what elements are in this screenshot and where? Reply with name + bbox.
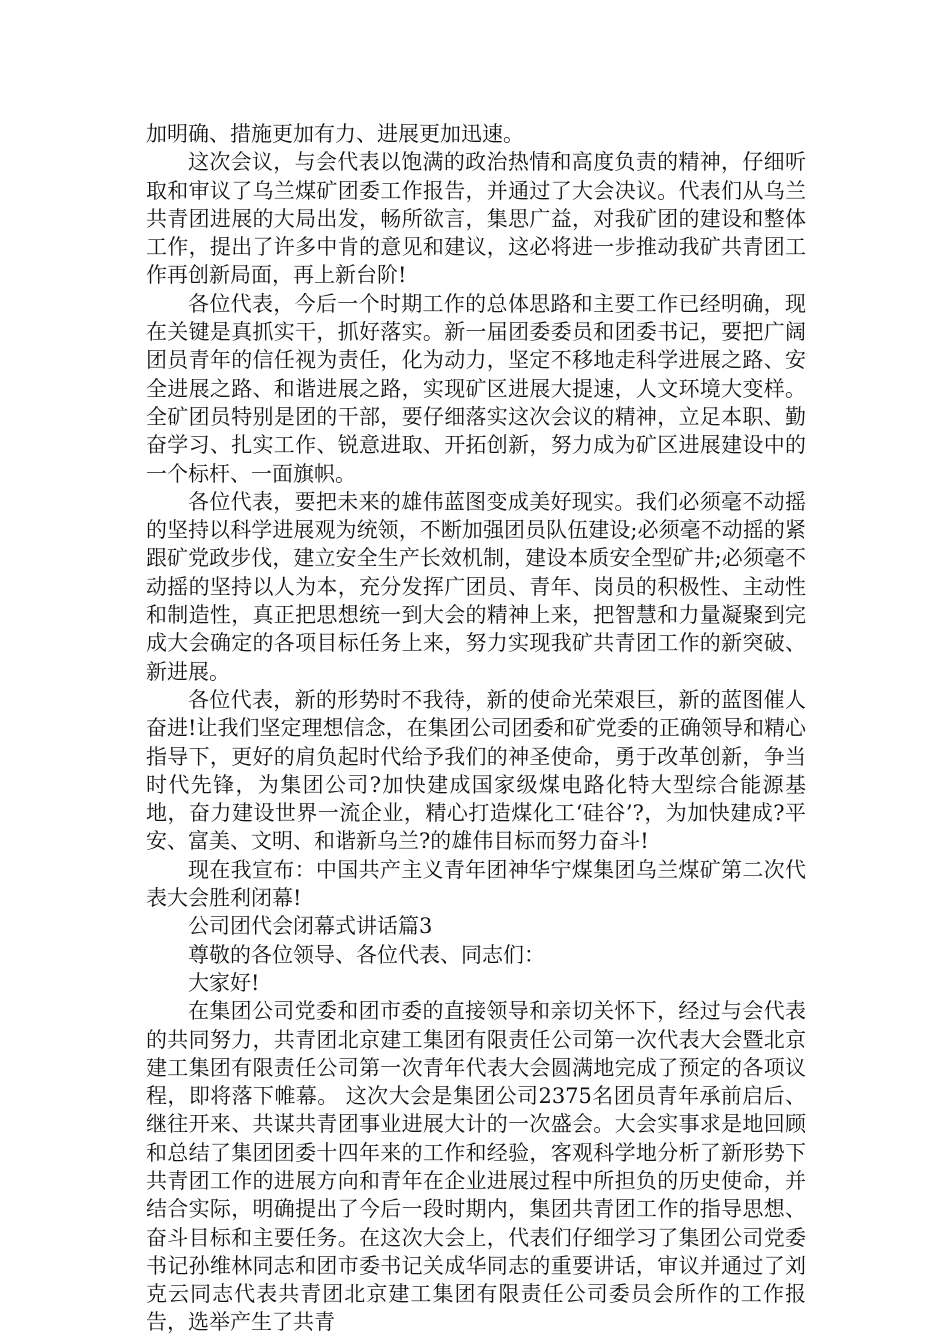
document-page [146, 120, 806, 1337]
paragraph-congress-summary: 在集团公司党委和团市委的直接领导和亲切关怀下，经过与会代表的共同努力，共青团北京建工集团有限责任公司第一次代表大会暨北京建工集团有限责任公司第一次青年代表大会圆满地完成了预定的各项议程，即将落下帷幕。 这次大会是集团公司2375名团员青年承前启后、继往开来、共谋共青团事业进展大计的一次盛会。大会实事求是地回顾和总结了集团团委十四年来的工作和经验，客观科学地分析了新形势下共青团工作的进展方向和青年在企业进展过程中所担负的历史使命，并结合实际，明确提出了今后一段时期内，集团共青团工作的指导思想、奋斗目标和主要任务。在这次大会上，代表们仔细学习了集团公司党委书记孙维林同志和团市委书记关成华同志的重要讲话，审议并通过了刘克云同志代表共青团北京建工集团有限责任公司委员会所作的工作报告，选举产生了共青 [146, 999, 806, 1335]
section-heading: 公司团代会闭幕式讲话篇3 [188, 914, 433, 939]
paragraph-continuation: 加明确、措施更加有力、进展更加迅速。 [146, 122, 524, 146]
salutation: 尊敬的各位领导、各位代表、同志们： [188, 942, 545, 967]
paragraph-new-mission: 各位代表，新的形势时不我待，新的使命光荣艰巨，新的蓝图催人奋进!让我们坚定理想信念，在集团公司团委和矿党委的正确领导和精心指导下，更好的肩负起时代给予我们的神圣使命，勇于改革创新，争当时代先锋，为集团公司?加快建成国家级煤电路化特大型综合能源基地，奋力建设世界一流企业，精心打造煤化工‘硅谷’?，为加快建成?平安、富美、文明、和谐新乌兰?的雄伟目标而努力奋斗! [146, 687, 806, 854]
greeting: 大家好! [188, 970, 260, 995]
paragraph-implementation: 各位代表，今后一个时期工作的总体思路和主要工作已经明确，现在关键是真抓实干，抓好落实。新一届团委委员和团委书记，要把广阔团员青年的信任视为责任，化为动力，坚定不移地走科学进展之路、安全进展之路、和谐进展之路，实现矿区进展大提速，人文环境大变样。全矿团员特别是团的干部，要仔细落实这次会议的精神，立足本职、勤奋学习、扎实工作、锐意进取、开拓创新，努力成为矿区进展建设中的一个标杆、一面旗帜。 [146, 291, 806, 486]
paragraph-blueprint: 各位代表，要把未来的雄伟蓝图变成美好现实。我们必须毫不动摇的坚持以科学进展观为统领，不断加强团员队伍建设;必须毫不动摇的紧跟矿党政步伐，建立安全生产长效机制，建设本质安全型矿井;必须毫不动摇的坚持以人为本，充分发挥广团员、青年、岗员的积极性、主动性和制造性，真正把思想统一到大会的精神上来，把智慧和力量凝聚到完成大会确定的各项目标任务上来，努力实现我矿共青团工作的新突破、新进展。 [146, 489, 806, 684]
paragraph-meeting-review: 这次会议，与会代表以饱满的政治热情和高度负责的精神，仔细听取和审议了乌兰煤矿团委工作报告，并通过了大会决议。代表们从乌兰共青团进展的大局出发，畅所欲言，集思广益，对我矿团的建设和整体工作，提出了许多中肯的意见和建议，这必将进一步推动我矿共青团工作再创新局面，再上新台阶! [146, 150, 806, 288]
paragraph-closing-announcement: 现在我宣布：中国共产主义青年团神华宁煤集团乌兰煤矿第二次代表大会胜利闭幕! [146, 857, 806, 911]
